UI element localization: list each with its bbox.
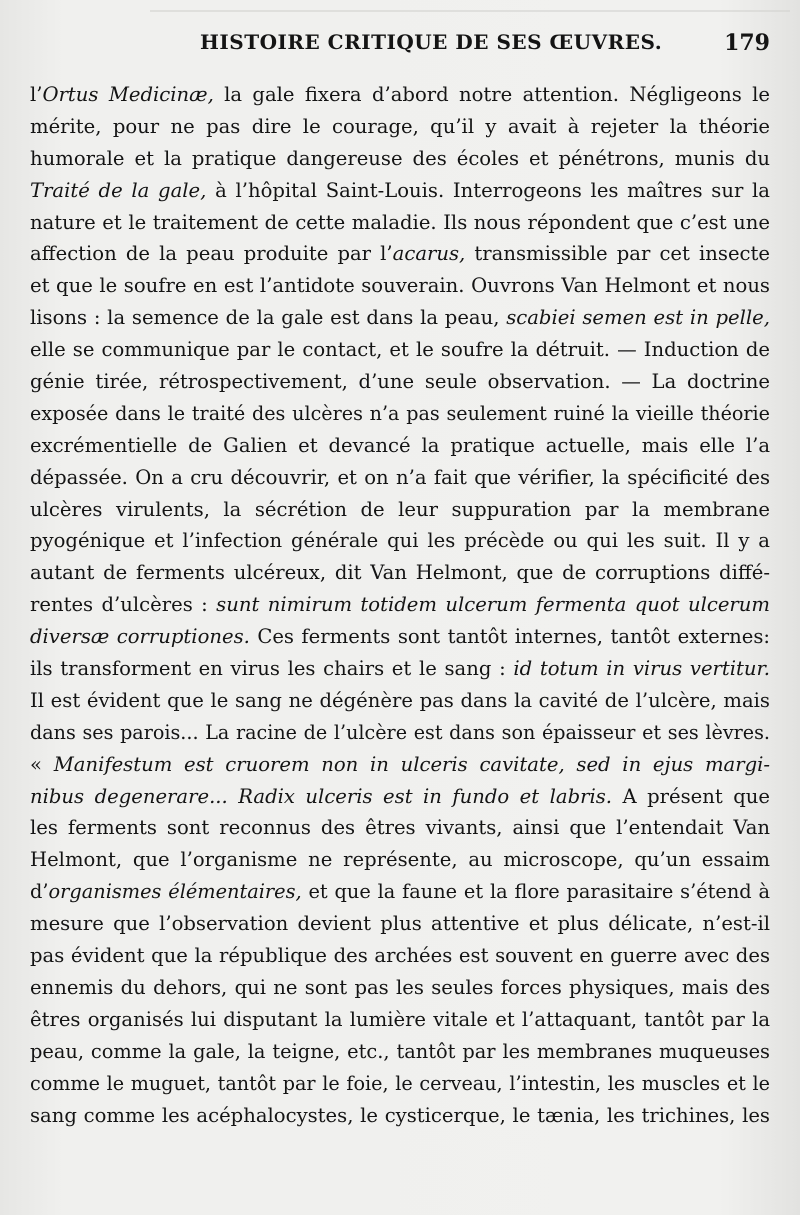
text-segment: Ces ferments sont tantôt internes, tantôt externes: <box>249 625 770 649</box>
text-segment: et que le soufre en est l’antidote souverain. Ouvrons Van Helmont et nous <box>30 274 770 298</box>
text-segment: les ferments sont reconnus des êtres vivants, ainsi que l’entendait Van <box>30 816 770 840</box>
body-text <box>30 79 770 1131</box>
page-number: 179 <box>724 30 770 56</box>
text-segment: rentes d’ulcères : <box>30 593 217 617</box>
text-line <box>30 525 770 557</box>
text-line <box>30 717 770 749</box>
italic-text: Ortus Medicinæ, <box>42 83 214 106</box>
text-segment: Helmont, que l’organisme ne représente, au microscope, qu’un essaim <box>30 848 770 872</box>
text-segment: autant de ferments ulcéreux, dit Van Helmont, que de corruptions diffé- <box>30 561 770 585</box>
text-line <box>30 876 770 908</box>
text-line <box>30 589 770 621</box>
text-segment: ulcères virulents, la sécrétion de leur suppuration par la membrane <box>30 497 770 521</box>
page-header <box>30 26 770 62</box>
text-line <box>30 557 770 589</box>
text-segment: lisons : la semence de la gale est dans la peau, <box>30 306 507 330</box>
text-segment: ils transforment en virus les chairs et le sang : <box>30 657 514 681</box>
text-line <box>30 844 770 876</box>
text-segment: mesure que l’observation devient plus attentive et plus délicate, n’est-il <box>30 912 770 936</box>
text-line <box>30 749 770 781</box>
text-segment: comme le muguet, tantôt par le foie, le cerveau, l’intestin, les muscles et le <box>30 1071 770 1095</box>
text-segment: d’ <box>30 880 49 904</box>
text-line <box>30 366 770 398</box>
text-segment: pyogénique et l’infection générale qui les précède ou qui les suit. Il y a <box>30 529 770 553</box>
text-segment: peau, comme la gale, la teigne, etc., tantôt par les membranes muqueuses <box>30 1039 770 1063</box>
text-line <box>30 653 770 685</box>
text-segment: humorale et la pratique dangereuse des écoles et pénétrons, munis du <box>30 146 770 170</box>
text-line <box>30 972 770 1004</box>
text-segment: pas évident que la république des archées est souvent en guerre avec des <box>30 944 770 968</box>
text-segment: la gale fixera d’abord notre attention. Négligeons le <box>213 83 770 106</box>
text-segment: Il est évident que le sang ne dégénère pas dans la cavité de l’ulcère, mais <box>30 688 770 712</box>
text-line <box>30 143 770 175</box>
text-segment: êtres organisés lui disputant la lumière vitale et l’attaquant, tantôt par la <box>30 1007 770 1031</box>
text-segment: à l’hôpital Saint-Louis. Interrogeons les maîtres sur la <box>206 178 770 202</box>
text-segment: excrémentielle de Galien et devancé la pratique actuelle, mais elle l’a <box>30 433 770 457</box>
text-segment: nature et le traitement de cette maladie. Ils nous répondent que c’est une <box>30 210 770 234</box>
text-line <box>30 908 770 940</box>
text-line <box>30 621 770 653</box>
text-line <box>30 494 770 526</box>
text-line <box>30 79 770 111</box>
italic-text: Manifestum est cruorem non in ulceris cavitate, sed in ejus margi- <box>53 752 771 776</box>
text-line <box>30 398 770 430</box>
text-segment: dépassée. On a cru découvrir, et on n’a fait que vérifier, la spécificité des <box>30 465 770 489</box>
text-line <box>30 1004 770 1036</box>
text-segment: ennemis du dehors, qui ne sont pas les seules forces physiques, mais des <box>30 975 770 999</box>
text-line <box>30 1100 770 1132</box>
text-line <box>30 302 770 334</box>
bleed-through-rule <box>150 0 790 12</box>
italic-text: id totum in virus vertitur. <box>513 657 770 681</box>
text-line <box>30 812 770 844</box>
italic-text: Traité de la gale, <box>30 178 207 202</box>
text-line <box>30 270 770 302</box>
text-line <box>30 175 770 207</box>
text-segment: affection de la peau produite par l’ <box>30 242 393 266</box>
italic-text: diversæ corruptiones. <box>30 625 250 649</box>
text-segment: dans ses parois... La racine de l’ulcère est dans son épaisseur et ses lèvres. <box>30 720 770 744</box>
italic-text: nibus degenerare... Radix ulceris est in fundo et labris. <box>30 784 613 808</box>
text-segment: mérite, pour ne pas dire le courage, qu’il y avait à rejeter la théorie <box>30 114 770 138</box>
text-segment: A présent que <box>612 784 770 808</box>
text-line <box>30 238 770 270</box>
text-line <box>30 334 770 366</box>
text-line <box>30 1068 770 1100</box>
running-head: HISTOIRE CRITIQUE DE SES ŒUVRES. <box>200 30 663 54</box>
text-line <box>30 207 770 239</box>
italic-text: acarus, <box>392 242 466 266</box>
text-line <box>30 940 770 972</box>
text-line <box>30 430 770 462</box>
text-segment: exposée dans le traité des ulcères n’a pas seulement ruiné la vieille théorie <box>30 401 770 425</box>
italic-text: organismes élémentaires, <box>48 880 302 904</box>
text-segment: et que la faune et la flore parasitaire s’étend à <box>301 880 770 904</box>
text-segment: transmissible par cet insecte <box>465 242 771 266</box>
italic-text: scabiei semen est in pelle, <box>506 306 770 330</box>
italic-text: sunt nimirum totidem ulcerum fermenta quot ulcerum <box>216 593 770 617</box>
text-segment: l’ <box>30 83 43 106</box>
text-segment: génie tirée, rétrospectivement, d’une seule observation. — La doctrine <box>30 370 770 394</box>
text-line <box>30 685 770 717</box>
text-line <box>30 781 770 813</box>
text-segment: « <box>30 752 54 776</box>
text-segment: elle se communique par le contact, et le soufre la détruit. — Induction de <box>30 338 770 362</box>
text-segment: sang comme les acéphalocystes, le cysticerque, le tænia, les trichines, les <box>30 1103 770 1127</box>
text-line <box>30 462 770 494</box>
text-line <box>30 1036 770 1068</box>
text-line <box>30 111 770 143</box>
